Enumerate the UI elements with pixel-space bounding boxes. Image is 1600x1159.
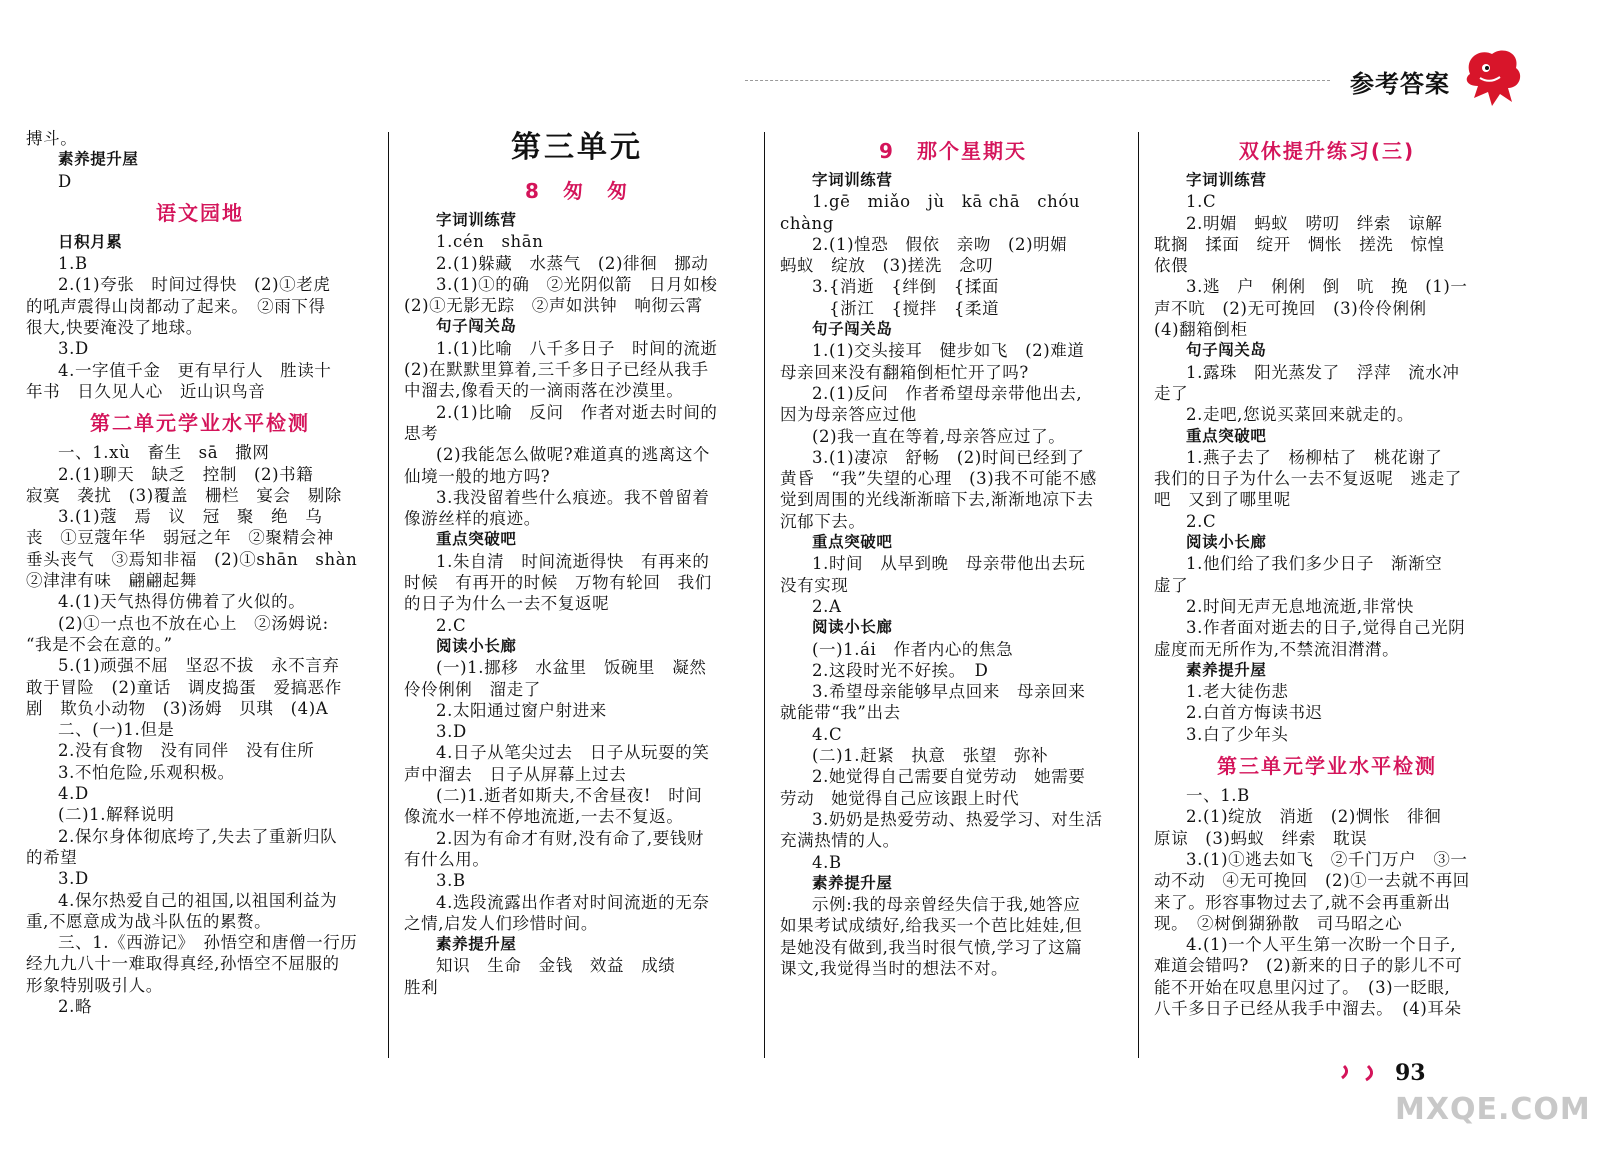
answer-line: 剧 欺负小动物 (3)汤姆 贝琪 (4)A xyxy=(26,698,329,718)
subsection-label: 句子闯关岛 xyxy=(1186,341,1267,360)
answer-column-4 xyxy=(1154,130,1500,1019)
answer-line: 中溜去,像看天的一滴雨落在沙漠里。 xyxy=(404,381,684,401)
answer-line: 难道会错吗? (2)新来的日子的影儿不可 xyxy=(1154,956,1463,976)
page-number: 93 xyxy=(1395,1060,1426,1086)
answer-line: (一)1.挪移 水盆里 饭碗里 凝然 xyxy=(436,658,707,678)
subsection-label: 句子闯关岛 xyxy=(812,320,893,339)
answer-line: 三、1.《西游记》 孙悟空和唐僧一行历 xyxy=(58,933,358,953)
answer-line: 如果考试成绩好,给我买一个芭比娃娃,但 xyxy=(780,916,1083,936)
answer-line: 3.作者面对逝去的日子,觉得自己光阴 xyxy=(1186,618,1466,638)
answer-line: 4.(1)天气热得仿佛着了火似的。 xyxy=(58,592,306,612)
answer-line: (2)①一点也不放在心上 ②汤姆说: xyxy=(58,613,329,633)
answer-line: 1.B xyxy=(58,254,88,274)
answer-line: 吧 又到了哪里呢 xyxy=(1154,490,1291,510)
answer-line: 3.(1)凄凉 舒畅 (2)时间已经到了 xyxy=(812,447,1085,467)
answer-line: 3.奶奶是热爱劳动、热爱学习、对生活 xyxy=(812,809,1103,829)
subsection-label: 字词训练营 xyxy=(812,171,893,189)
answer-line: {浙江 {搅拌 {柔道 xyxy=(812,298,1000,318)
answer-line: 八千多日子已经从我手中溜去。 (4)耳朵 xyxy=(1154,998,1462,1018)
answer-line: 依偎 xyxy=(1154,256,1189,276)
answer-line: 3.(1)蔻 焉 议 冠 聚 绝 乌 xyxy=(58,507,323,527)
answer-line: 就能带“我”出去 xyxy=(780,703,901,723)
answer-line: 一、1.xù 畜生 sā 撒网 xyxy=(58,443,270,463)
section-heading: 第二单元学业水平检测 xyxy=(90,411,310,436)
answer-line: 2.明媚 蚂蚁 唠叨 绊索 谅解 xyxy=(1186,213,1443,233)
answer-line: 我们的日子为什么一去不复返呢 逃走了 xyxy=(1154,469,1462,489)
section-heading: 第三单元学业水平检测 xyxy=(1217,754,1437,779)
answer-line: 时候 有再开的时候 万物有轮回 我们 xyxy=(404,573,712,593)
answer-line: 声中溜去 日子从屏幕上过去 xyxy=(404,764,627,784)
answer-line: (2)我一直在等着,母亲答应过了。 xyxy=(812,426,1066,446)
answer-line: (2)①无影无踪 ②声如洪钟 响彻云霄 xyxy=(404,296,703,316)
answer-line: 之情,启发人们珍惜时间。 xyxy=(404,913,598,933)
answer-line: (二)1.解释说明 xyxy=(58,805,175,825)
column-divider-3 xyxy=(1138,132,1139,1058)
answer-line: 垂头丧气 ③焉知非福 (2)①shān shàn xyxy=(26,549,358,569)
answer-line: 3.白了少年头 xyxy=(1186,724,1289,744)
answer-line: 充满热情的人。 xyxy=(780,831,900,851)
answer-line: 形象特别吸引人。 xyxy=(26,975,163,995)
answer-line: 年书 日久见人心 近山识鸟音 xyxy=(26,381,266,401)
answer-line: 1.朱自清 时间流逝得快 有再来的 xyxy=(436,551,710,571)
answer-line: 2.A xyxy=(812,596,842,616)
answer-line: 原谅 (3)蚂蚁 绊索 耽误 xyxy=(1154,828,1368,848)
answer-line: (二)1.赶紧 执意 张望 弥补 xyxy=(812,746,1049,766)
answer-line: 动不动 ④无可挽回 (2)①一去就不再回 xyxy=(1154,871,1470,891)
answer-line: 2.略 xyxy=(58,996,93,1016)
answer-line: 像游丝样的痕迹。 xyxy=(404,509,541,529)
subsection-label: 阅读小长廊 xyxy=(436,636,517,655)
answer-line: 2.(1)躲藏 水蒸气 (2)徘徊 挪动 xyxy=(436,253,709,273)
column-divider-2 xyxy=(764,132,765,1058)
header-dashed-line xyxy=(745,80,1330,81)
answer-line: 重,不愿意成为战斗队伍的累赘。 xyxy=(26,911,272,931)
answer-line: 2.(1)比喻 反问 作者对逝去时间的 xyxy=(436,402,718,422)
subsection-label: 阅读小长廊 xyxy=(812,618,893,637)
answer-line: 4.保尔热爱自己的祖国,以祖国利益为 xyxy=(58,890,338,910)
subsection-label: 素养提升屋 xyxy=(812,873,893,892)
answer-line: 能不开始在叹息里闪过了。 (3)一眨眼, xyxy=(1154,977,1451,997)
answer-line: 的吼声震得山岗都动了起来。 ②雨下得 xyxy=(26,296,326,316)
answer-line: 2.因为有命才有财,没有命了,要钱财 xyxy=(436,828,705,848)
answer-line: 现。 ②树倒猢狲散 司马昭之心 xyxy=(1154,913,1403,933)
answer-line: 4.一字值千金 更有早行人 胜读十 xyxy=(58,360,332,380)
answer-line: 4.(1)一个人平生第一次盼一个日子, xyxy=(1186,935,1457,955)
answer-line: 的日子为什么一去不复返呢 xyxy=(404,594,610,614)
section-heading: 双休提升练习(三) xyxy=(1238,139,1416,163)
answer-line: 3.希望母亲能够早点回来 母亲回来 xyxy=(812,682,1086,702)
subsection-label: 重点突破吧 xyxy=(1186,426,1267,445)
answer-line: 敢于冒险 (2)童话 调皮捣蛋 爱搞恶作 xyxy=(26,677,342,697)
subsection-label: 重点突破吧 xyxy=(812,533,893,552)
answer-line: 课文,我觉得当时的想法不对。 xyxy=(780,958,1009,978)
answer-line: (4)翻箱倒柜 xyxy=(1154,320,1248,340)
answer-line: (一)1.ái 作者内心的焦急 xyxy=(812,639,1014,659)
answer-line: 黄昏 “我”失望的心理 (3)我不可能不感 xyxy=(780,469,1097,489)
answer-line: 2.(1)夸张 时间过得快 (2)①老虎 xyxy=(58,275,331,295)
answer-line: (2)在默默里算着,三千多日子已经从我手 xyxy=(404,360,709,380)
answer-line: 搏斗。 xyxy=(26,129,78,148)
answer-line: 沉郁下去。 xyxy=(780,511,866,531)
answer-column-1 xyxy=(26,128,374,1017)
section-heading: 9 那个星期天 xyxy=(879,139,1027,163)
answer-line: 4.B xyxy=(812,852,842,872)
answer-line: 1.C xyxy=(1186,192,1217,212)
answer-line: 觉到周围的光线渐渐暗下去,渐渐地凉下去 xyxy=(780,490,1094,510)
answer-line: 很大,快要淹没了地球。 xyxy=(26,318,203,338)
answer-line: 2.(1)聊天 缺乏 控制 (2)书籍 xyxy=(58,464,314,484)
answer-line: 2.太阳通过窗户射进来 xyxy=(436,700,607,720)
answer-line: 1.时间 从早到晚 母亲带他出去玩 xyxy=(812,554,1086,574)
answer-line: 1.他们给了我们多少日子 渐渐空 xyxy=(1186,554,1443,574)
answer-line: 3.D xyxy=(58,339,89,359)
answer-line: 一、1.B xyxy=(1186,786,1250,806)
subsection-label: 日积月累 xyxy=(58,232,123,251)
answer-line: 4.选段流露出作者对时间流逝的无奈 xyxy=(436,892,710,912)
answer-line: 1.gē miǎo jù kā chā chóu xyxy=(812,192,1081,212)
answer-line: 2.没有食物 没有同伴 没有住所 xyxy=(58,741,315,761)
answer-line: 3.B xyxy=(436,871,466,891)
answer-line: 像流水一样不停地流逝,一去不复返。 xyxy=(404,807,684,827)
answer-line: 2.C xyxy=(436,615,467,635)
answer-line: “我是不会在意的。” xyxy=(26,634,173,654)
answer-line: 3.我没留着些什么痕迹。我不曾留着 xyxy=(436,487,710,507)
answer-line: 有什么用。 xyxy=(404,849,490,869)
section-heading: 语文园地 xyxy=(156,200,244,225)
answer-line: 2.白首方悔读书迟 xyxy=(1186,703,1323,723)
answer-line: 2.(1)惶恐 假依 亲吻 (2)明媚 xyxy=(812,234,1068,254)
answer-line: 4.C xyxy=(812,724,843,744)
page-number-decoration-icon xyxy=(1336,1062,1390,1082)
answer-line: (二)1.逝者如斯夫,不舍昼夜! 时间 xyxy=(436,786,703,806)
answer-line: 母亲回来没有翻箱倒柜忙开了吗? xyxy=(780,362,1029,382)
mascot-icon xyxy=(1458,44,1528,108)
answer-line: (2)我能怎么做呢?难道真的逃离这个 xyxy=(436,445,711,465)
answer-line: 蚂蚁 绽放 (3)搓洗 念叨 xyxy=(780,256,994,276)
answer-line: 2.时间无声无息地流逝,非常快 xyxy=(1186,596,1414,616)
answer-line: 胜利 xyxy=(404,977,439,997)
answer-line: 2.保尔身体彻底垮了,失去了重新归队 xyxy=(58,826,338,846)
answer-line: D xyxy=(58,171,72,191)
answer-line: 1.(1)比喻 八千多日子 时间的流逝 xyxy=(436,338,718,358)
answer-line: 因为母亲答应过他 xyxy=(780,405,917,425)
answer-column-3 xyxy=(780,130,1126,979)
subsection-label: 字词训练营 xyxy=(436,211,517,229)
answer-line: 的希望 xyxy=(26,847,78,867)
answer-line: 示例:我的母亲曾经失信于我,她答应 xyxy=(812,895,1081,915)
answer-line: 2.她觉得自己需要自觉劳动 她需要 xyxy=(812,767,1086,787)
answer-line: 没有实现 xyxy=(780,575,849,595)
answer-line: 3.{消逝 {绊倒 {揉面 xyxy=(812,277,1000,297)
answer-line: 丧 ①豆蔻年华 弱冠之年 ②聚精会神 xyxy=(26,528,334,548)
subsection-label: 重点突破吧 xyxy=(436,530,517,549)
answer-line: 4.D xyxy=(58,784,89,804)
answer-line: 1.cén shān xyxy=(436,232,544,252)
answer-line: 1.燕子去了 杨柳枯了 桃花谢了 xyxy=(1186,447,1443,467)
answer-line: 知识 生命 金钱 效益 成绩 xyxy=(436,956,676,976)
answer-line: 是她没有做到,我当时很气愤,学习了这篇 xyxy=(780,937,1083,957)
answer-line: 仙境一般的地方吗? xyxy=(404,466,551,486)
answer-line: 虚了 xyxy=(1154,575,1189,595)
subsection-label: 字词训练营 xyxy=(1186,171,1267,189)
answer-line: 劳动 她觉得自己应该跟上时代 xyxy=(780,788,1020,808)
answer-line: 思考 xyxy=(404,423,439,443)
subsection-label: 素养提升屋 xyxy=(1186,660,1267,679)
answer-line: 3.(1)①逃去如飞 ②千门万户 ③一 xyxy=(1186,849,1468,869)
answer-line: 5.(1)顽强不屈 坚忍不拔 永不言弃 xyxy=(58,656,340,676)
subsection-label: 素养提升屋 xyxy=(436,935,517,954)
answer-line: 经九九八十一难取得真经,孙悟空不屈服的 xyxy=(26,954,340,974)
answer-line: chàng xyxy=(780,213,834,233)
section-heading: 8 匆 匆 xyxy=(525,179,629,203)
answer-line: 3.逃 户 俐俐 倒 吭 挽 (1)一 xyxy=(1186,277,1468,297)
answer-line: 声不吭 (2)无可挽回 (3)伶伶俐俐 xyxy=(1154,298,1427,318)
answer-line: 1.(1)交头接耳 健步如飞 (2)难道 xyxy=(812,341,1085,361)
answer-line: 虚度而无所作为,不禁流泪潸潸。 xyxy=(1154,639,1400,659)
answer-line: 2.C xyxy=(1186,511,1217,531)
answer-line: 耽搁 揉面 绽开 惆怅 搓洗 惊惶 xyxy=(1154,234,1445,254)
answer-line: 3.不怕危险,乐观积极。 xyxy=(58,762,235,782)
answer-line: 伶伶俐俐 溜走了 xyxy=(404,679,541,699)
subsection-label: 阅读小长廊 xyxy=(1186,533,1267,552)
subsection-label: 素养提升屋 xyxy=(58,150,139,169)
watermark: MXQE.COM xyxy=(1395,1092,1591,1127)
subsection-label: 句子闯关岛 xyxy=(436,317,517,336)
answer-line: 3.D xyxy=(436,722,467,742)
column-divider-1 xyxy=(388,132,389,1058)
answer-line: 2.走吧,您说买菜回来就走的。 xyxy=(1186,405,1414,425)
answer-line: 二、(一)1.但是 xyxy=(58,720,175,740)
answer-line: 2.(1)绽放 消逝 (2)惆怅 徘徊 xyxy=(1186,807,1442,827)
answer-line: 2.(1)反问 作者希望母亲带他出去, xyxy=(812,383,1083,403)
answer-line: 寂寞 袭扰 (3)覆盖 栅栏 宴会 剔除 xyxy=(26,485,342,505)
answer-column-2 xyxy=(404,126,750,998)
answer-line: 3.D xyxy=(58,869,89,889)
header-title: 参考答案 xyxy=(1350,70,1450,98)
answer-line: ②津津有味 翩翩起舞 xyxy=(26,571,197,591)
section-heading: 第三单元 xyxy=(511,130,643,165)
answer-line: 4.日子从笔尖过去 日子从玩耍的笑 xyxy=(436,743,710,763)
answer-line: 1.老大徒伤悲 xyxy=(1186,682,1289,702)
answer-line: 走了 xyxy=(1154,383,1189,403)
answer-line: 3.(1)①的确 ②光阴似箭 日月如梭 xyxy=(436,274,718,294)
answer-line: 来了。形容事物过去了,就不会再重新出 xyxy=(1154,892,1451,912)
answer-line: 2.这段时光不好挨。 D xyxy=(812,660,989,680)
answer-line: 1.露珠 阳光蒸发了 浮萍 流水冲 xyxy=(1186,362,1460,382)
